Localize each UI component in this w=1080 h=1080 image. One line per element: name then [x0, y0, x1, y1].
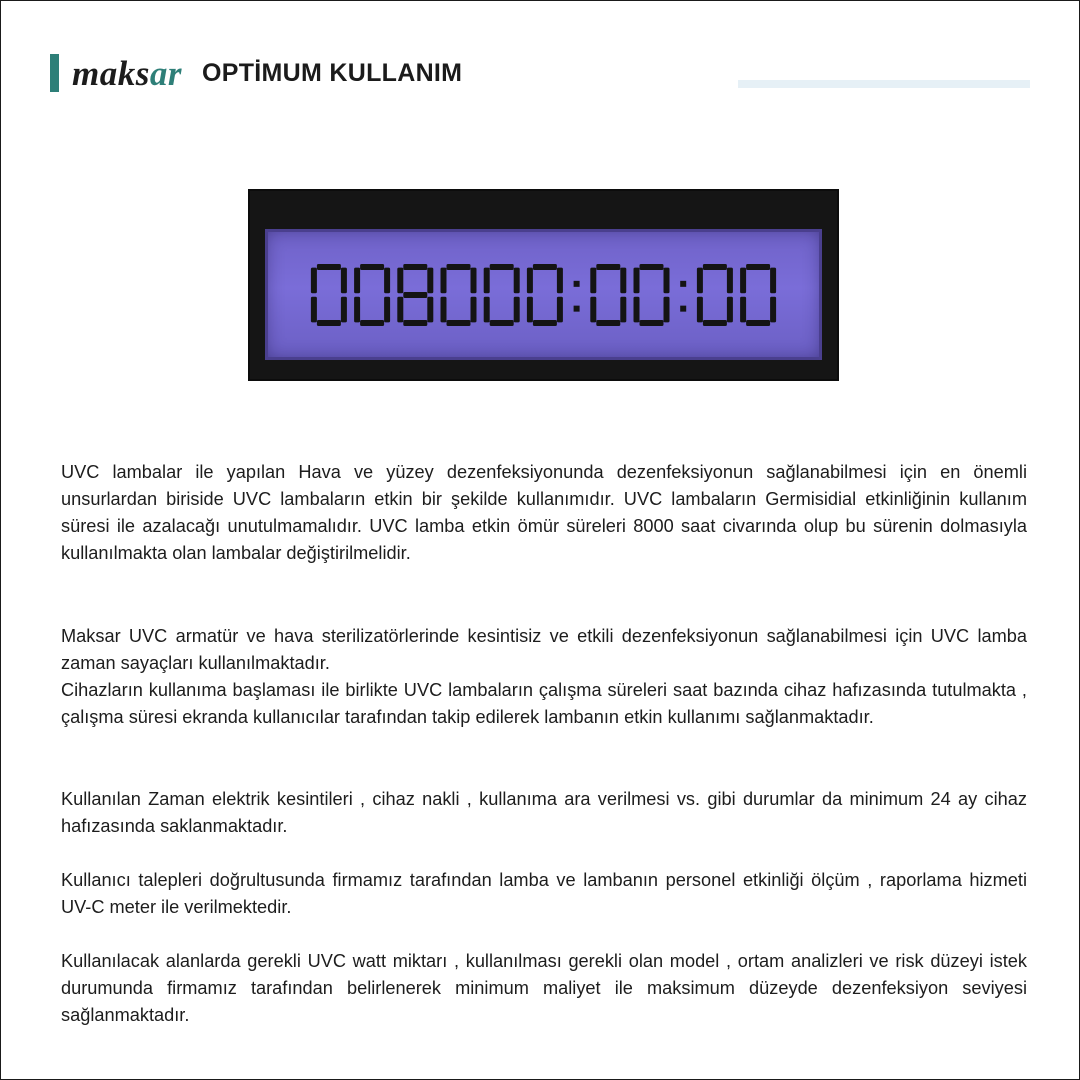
- lcd-digit-6: [590, 264, 626, 326]
- paragraph-lamp-timers: Maksar UVC armatür ve hava sterilizatörlerinde kesintisiz ve etkili dezenfeksiyonun sağlanabilmesi için UVC lamba zaman sayaçları kullanılmaktadır.: [61, 626, 1027, 673]
- header-decorative-rule: [738, 80, 1030, 88]
- logo-part-1: maks: [72, 53, 150, 93]
- brand-accent-bar: [50, 54, 59, 92]
- lcd-digit-5: [527, 264, 563, 326]
- lcd-digit-9: [740, 264, 776, 326]
- lcd-seven-segment-display: [265, 229, 822, 360]
- paragraph-memory-retention: Kullanılan Zaman elektrik kesintileri , cihaz nakli , kullanıma ara verilmesi vs. gibi durumlar da minimum 24 ay cihaz hafızasında saklanmaktadır.: [61, 789, 1027, 836]
- paragraph-risk-analysis: Kullanılacak alanlarda gerekli UVC watt miktarı , kullanılması gerekli olan model , ortam analizleri ve risk düzeyi istek durumunda firmamız tarafından belirlenerek minimum maliyet ile maksimum düzeyde dezenfeksiyon seviyesi sağlanmaktadır.: [61, 951, 1027, 1025]
- paragraph-uvc-lamp-importance: UVC lambalar ile yapılan Hava ve yüzey dezenfeksiyonunda dezenfeksiyonun sağlanabilmesi için en önemli unsurlardan biriside UVC lambaların etkin bir şekilde kullanımıdır. UVC lambaların Germisidial etkinliğinin kullanım süresi ile azalacağı unutulmamalıdır. UVC lamba etkin ömür süreleri 8000 saat civarında olup bu sürenin dolmasıyla kullanılmakta olan lambalar değiştirilmelidir.: [61, 462, 1027, 563]
- lcd-digit-4: [484, 264, 520, 326]
- lcd-timer-screen: [265, 229, 822, 360]
- paragraph-operating-time-tracking: Cihazların kullanıma başlaması ile birlikte UVC lambaların çalışma süreleri saat bazında cihaz hafızasında tutulmakta , çalışma süresi ekranda kullanıcılar tarafından takip edilerek lambanın etkin kullanımı sağlanmaktadır.: [61, 680, 1027, 727]
- paragraph-uvc-meter-service: Kullanıcı talepleri doğrultusunda firmamız tarafından lamba ve lambanın personel etkinliği ölçüm , raporlama hizmeti UV-C meter ile verilmektedir.: [61, 870, 1027, 917]
- lcd-colon: [680, 281, 686, 312]
- logo-part-2: ar: [149, 53, 182, 93]
- lcd-digit-2: [397, 264, 433, 326]
- lcd-digit-1: [354, 264, 390, 326]
- lcd-colon: [574, 281, 580, 312]
- lcd-digit-0: [311, 264, 347, 326]
- lcd-digit-8: [697, 264, 733, 326]
- lcd-digit-7: [634, 264, 670, 326]
- page-header: [50, 52, 462, 94]
- lcd-digit-3: [441, 264, 477, 326]
- page-title: OPTİMUM KULLANIM: [201, 58, 463, 87]
- maksar-logo: [72, 53, 182, 93]
- lcd-timer-housing: [248, 189, 839, 381]
